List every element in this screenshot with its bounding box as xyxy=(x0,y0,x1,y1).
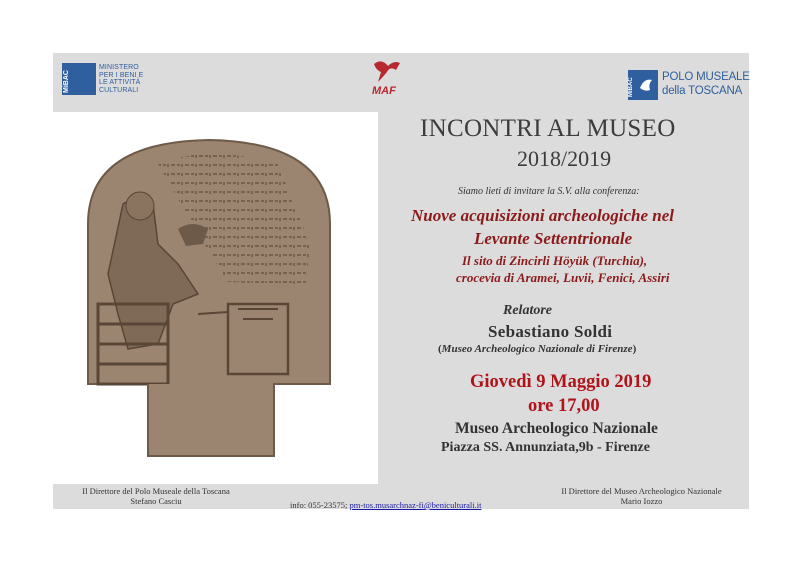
maf-logo xyxy=(372,58,402,98)
maf-emblem-icon xyxy=(372,58,402,84)
event-address: Piazza SS. Annunziata,9b - Firenze xyxy=(441,440,650,455)
mibac-logo xyxy=(62,63,148,97)
right-director-name: Mario Iozzo xyxy=(620,496,663,506)
polo-badge-text: MiBAC xyxy=(628,77,634,97)
info-phone: info: 055-23575; xyxy=(290,500,348,510)
speaker-label: Relatore xyxy=(503,303,552,318)
conference-subtitle-line2: crocevia di Aramei, Luvii, Fenici, Assiri xyxy=(456,270,670,285)
mibac-badge: MiBAC xyxy=(62,63,96,95)
stele-image xyxy=(78,134,340,464)
event-time: ore 17,00 xyxy=(528,396,600,416)
left-director-role: Il Direttore del Polo Museale della Toscana xyxy=(82,486,230,496)
maf-text: MAF xyxy=(372,85,396,97)
conference-subtitle-line1: Il sito di Zincirli Höyük (Turchia), xyxy=(462,253,648,268)
polo-line1: POLO MUSEALE xyxy=(662,71,750,83)
page-title: INCONTRI AL MUSEO xyxy=(420,115,676,142)
conference-title-line2: Levante Settentrionale xyxy=(474,229,633,248)
speaker-name: Sebastiano Soldi xyxy=(488,322,613,341)
invitation-text: Siamo lieti di invitare la S.V. alla conferenza: xyxy=(458,186,640,197)
polo-emblem-icon xyxy=(628,70,658,100)
event-venue: Museo Archeologico Nazionale xyxy=(455,420,658,437)
right-director-role: Il Direttore del Museo Archeologico Nazionale xyxy=(561,486,722,496)
footer-info xyxy=(290,500,481,510)
email-link[interactable]: pm-tos.musarchnaz-fi@beniculturali.it xyxy=(349,500,482,510)
polo-line2: della TOSCANA xyxy=(662,85,743,97)
speaker-affiliation: (Museo Archeologico Nazionale di Firenze) xyxy=(438,343,637,355)
mibac-text: MINISTERO PER I BENI E LE ATTIVITÀ CULTURALI xyxy=(99,64,144,94)
season: 2018/2019 xyxy=(517,146,612,171)
footer-left xyxy=(56,486,256,506)
polo-museale-logo xyxy=(628,70,750,102)
event-date: Giovedì 9 Maggio 2019 xyxy=(470,372,652,392)
conference-title-line1: Nuove acquisizioni archeologiche nel xyxy=(411,206,675,225)
footer-right xyxy=(534,486,749,506)
polo-badge xyxy=(628,70,658,100)
left-director-name: Stefano Casciu xyxy=(130,496,182,506)
